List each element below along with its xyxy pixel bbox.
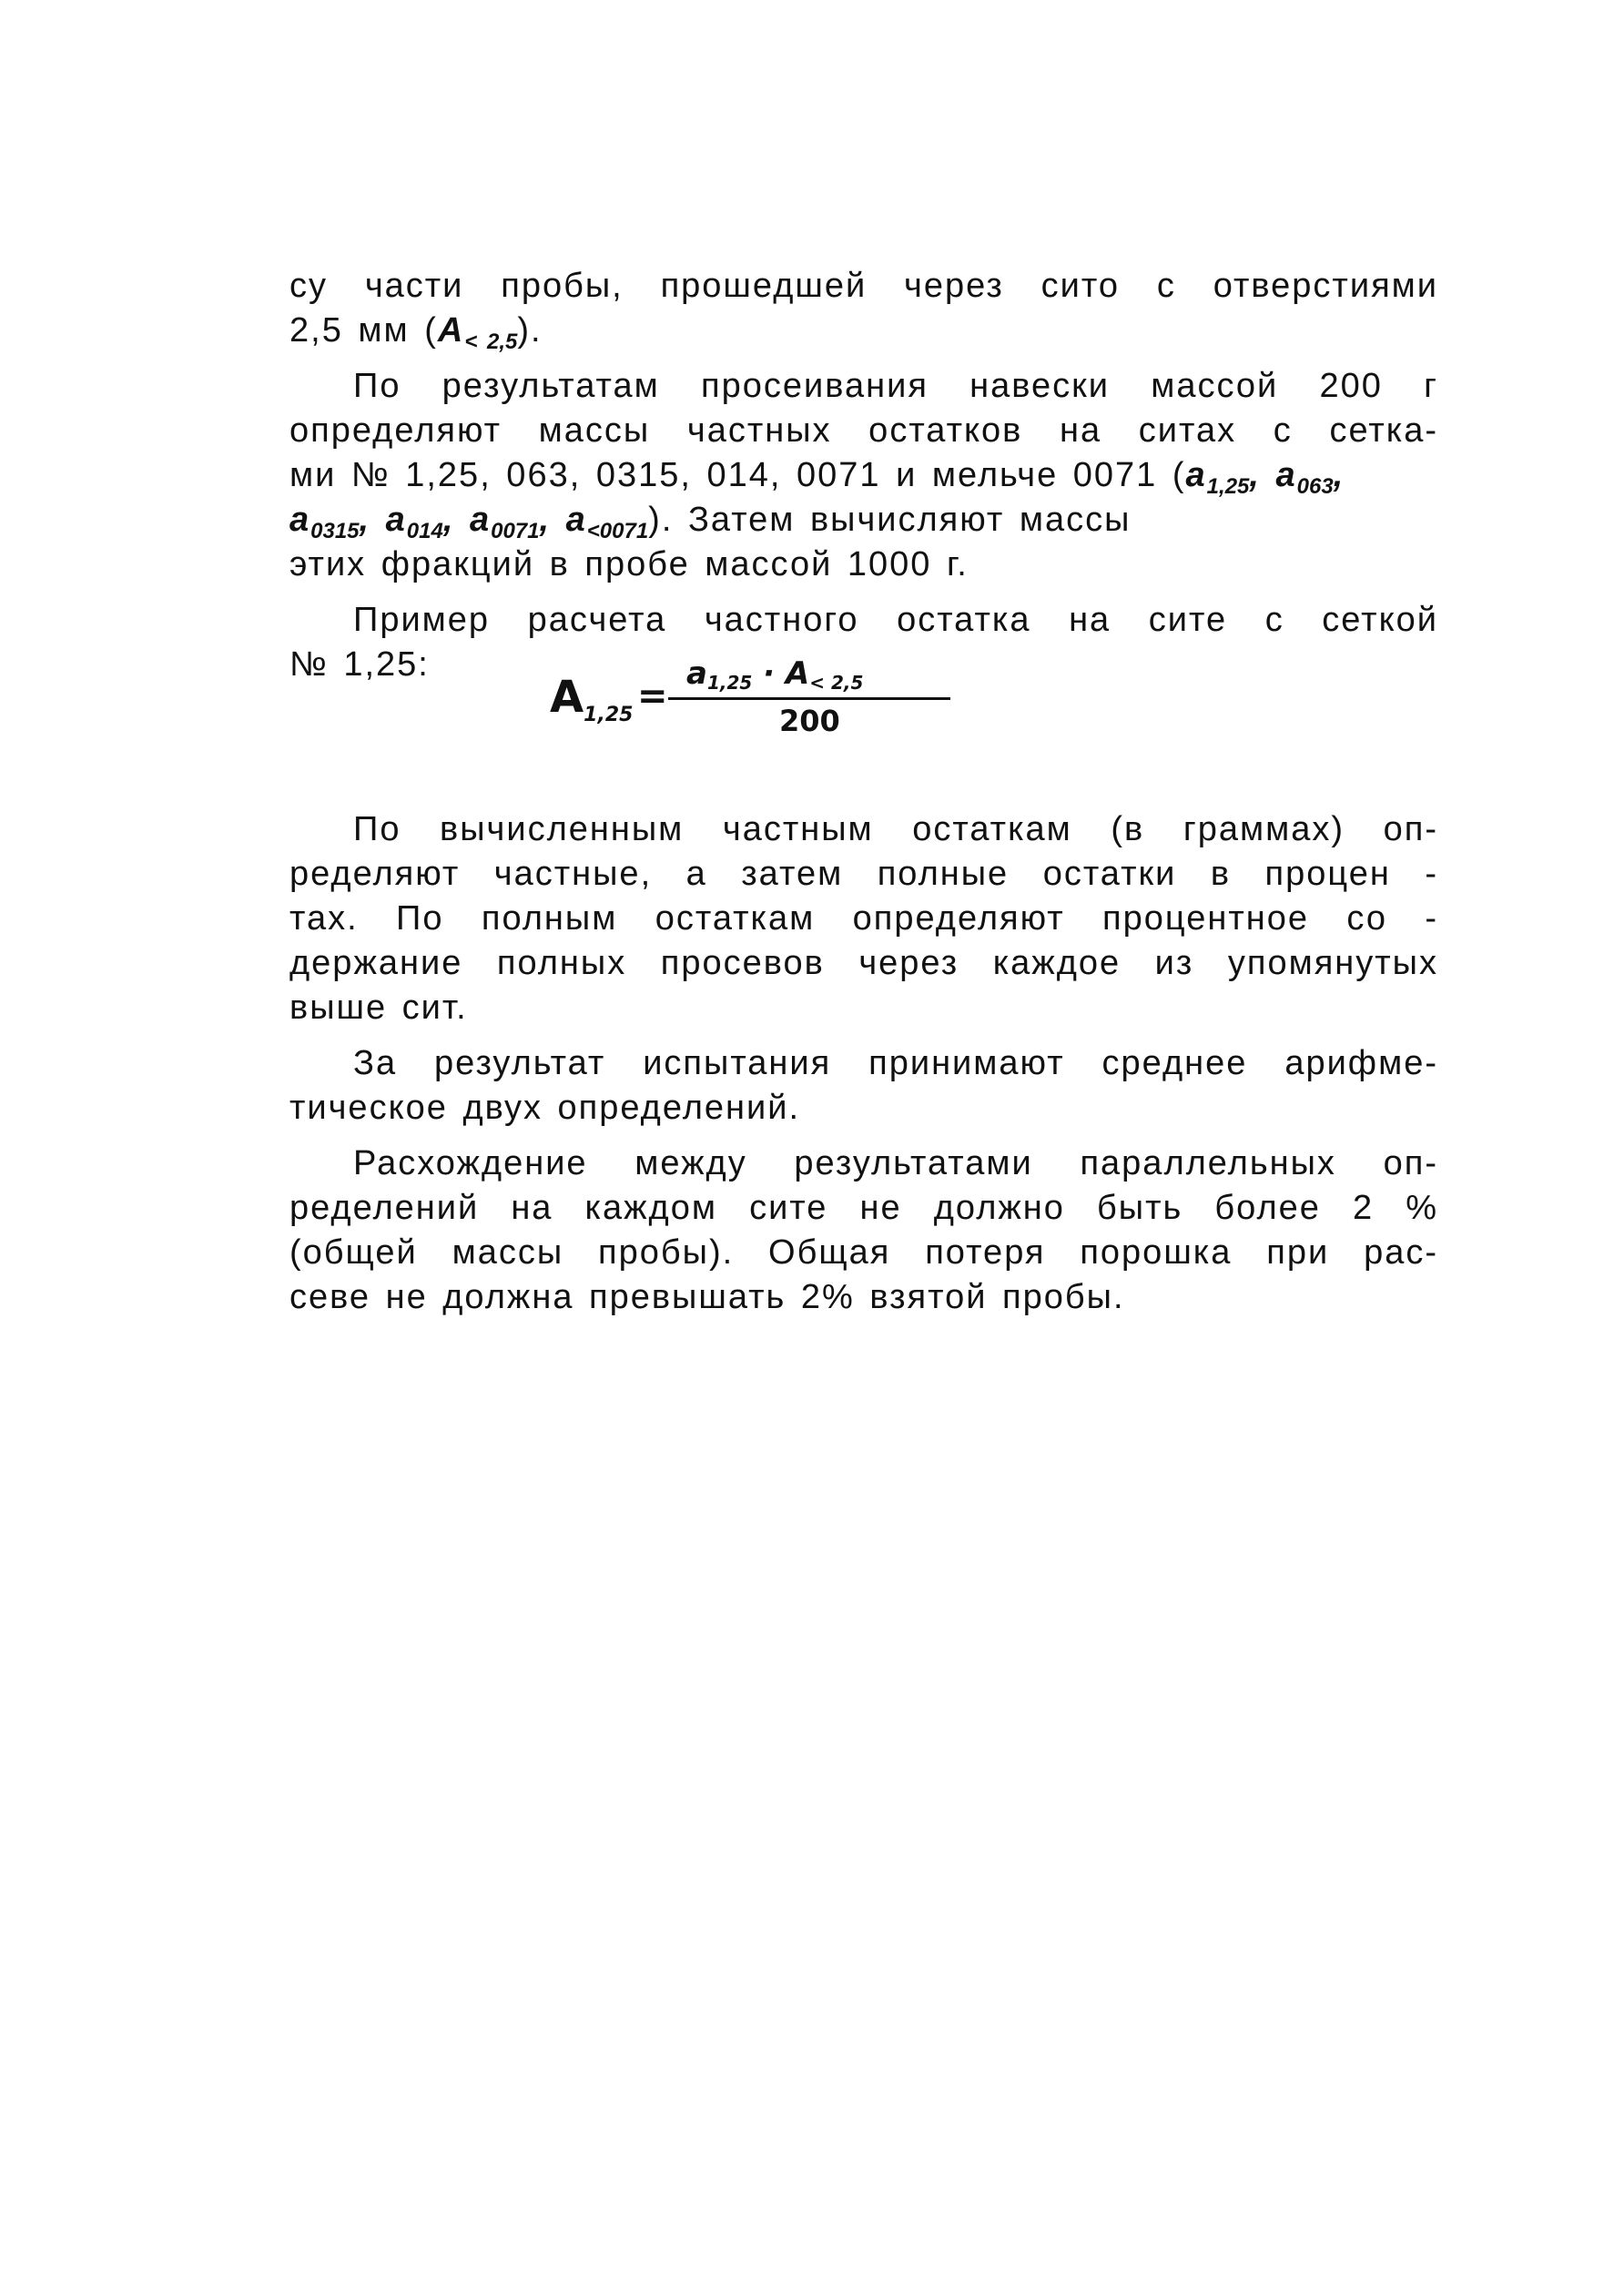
inline-symbol: $A_{< 2,5}$	[437, 311, 518, 354]
text-line: определяют массы частных остатков на ситах с сетка-	[289, 411, 1438, 450]
paragraph-1	[289, 264, 1438, 353]
text-line: тическое двух определений.	[289, 1089, 801, 1127]
text-line: За результат испытания принимают среднее арифме-	[353, 1044, 1438, 1082]
text-line: ми № 1,25, 063, 0315, 014, 0071 и мельче 0071 ($a_{1,25}$, $a_{063}$,	[289, 456, 1345, 499]
text-line: $a_{0315}$, $a_{014}$, $a_{0071}$, $a_{<0071}$). Затем вычисляют массы	[289, 501, 1132, 543]
formula	[550, 655, 950, 746]
inline-symbol: $a_{1,25}$, $a_{063}$,	[1185, 456, 1345, 499]
paragraph-6	[289, 1141, 1438, 1320]
text-line: ределяют частные, а затем полные остатки в процен -	[289, 855, 1438, 893]
paragraph-4	[289, 807, 1438, 1030]
text-line: держание полных просевов через каждое из упомянутых	[289, 944, 1438, 982]
inline-symbol: $a_{0315}$, $a_{014}$, $a_{0071}$, $a_{<0071}$	[289, 501, 649, 543]
text-line: выше сит.	[289, 989, 468, 1027]
text-line: 2,5 мм $(A_{< 2,5})$.	[289, 311, 543, 354]
document-text	[289, 264, 1438, 1320]
text-line: (общей массы пробы). Общая потеря порошка при рас-	[289, 1233, 1438, 1272]
text-line: По результатам просеивания навески массой 200 г	[353, 367, 1438, 405]
formula-lhs: $A_{1,25}$	[550, 672, 634, 726]
fraction-bar	[668, 697, 950, 700]
text-line: По вычисленным частным остаткам (в граммах) оп-	[353, 810, 1438, 848]
text-line: ределений на каждом сите не должно быть более 2 %	[289, 1189, 1438, 1227]
paragraph-2	[289, 364, 1438, 587]
formula-equals: =	[637, 675, 668, 717]
text-line: су части пробы, прошедшей через сито с отверстиями	[289, 267, 1438, 305]
text-line: № 1,25:	[289, 645, 430, 684]
paragraph-5	[289, 1041, 1438, 1131]
text-line: севе не должна превышать 2% взятой пробы.	[289, 1278, 1125, 1316]
text-line: Расхождение между результатами параллельных оп-	[353, 1144, 1438, 1182]
formula-denominator: 200	[779, 704, 840, 738]
text-line: тах. По полным остаткам определяют процентное со -	[289, 899, 1438, 938]
text-line: этих фракций в пробе массой 1000 г.	[289, 545, 969, 583]
text-line: Пример расчета частного остатка на сите с сеткой	[353, 601, 1438, 639]
formula-numerator: $a_{1,25} \cdot A_{< 2,5}$	[686, 655, 864, 694]
